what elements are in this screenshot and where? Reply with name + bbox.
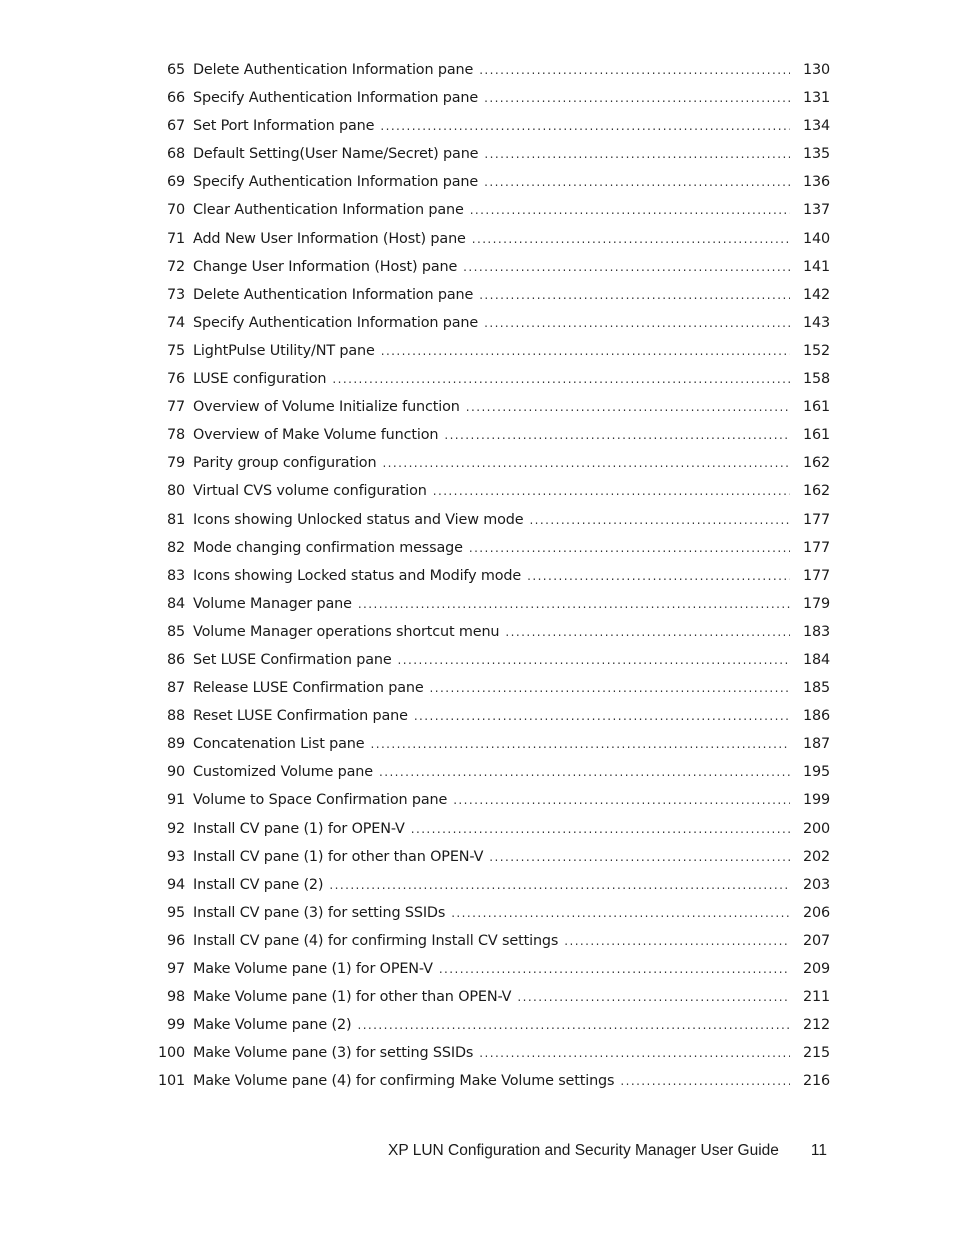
figure-number: 97	[166, 961, 185, 977]
page-number: 203	[802, 876, 830, 893]
page-number: 202	[802, 848, 830, 865]
figure-number: 96	[166, 932, 185, 949]
page-number: 215	[802, 1045, 830, 1062]
figure-number: 84	[166, 595, 185, 612]
page-number: 161	[802, 399, 830, 416]
toc-entry[interactable]	[150, 142, 830, 170]
figure-number: 89	[166, 736, 185, 753]
figure-title: Release LUSE Confirmation pane	[193, 680, 424, 697]
figure-title: Customized Volume pane	[193, 764, 373, 781]
dot-leader	[411, 817, 790, 841]
figure-title: Specify Authentication Information pane	[193, 174, 479, 191]
figure-title: Make Volume pane (4) for confirming Make Volume settings	[193, 1073, 615, 1090]
dot-leader	[479, 283, 790, 307]
figure-title: Concatenation List pane	[193, 736, 365, 753]
figure-number: 73	[166, 286, 185, 303]
figure-number: 86	[166, 651, 185, 668]
figure-title: Icons showing Unlocked status and View mode	[193, 511, 524, 528]
page-number: 161	[802, 427, 830, 444]
dot-leader	[470, 198, 790, 222]
toc-entry[interactable]	[150, 620, 830, 648]
page-number: 141	[802, 258, 830, 275]
toc-entry[interactable]	[150, 1013, 830, 1041]
figure-title: Mode changing confirmation message	[193, 539, 463, 556]
figure-title: Volume Manager pane	[193, 595, 352, 612]
figure-number: 93	[166, 848, 185, 865]
dot-leader	[451, 901, 790, 925]
figure-title: Specify Authentication Information pane	[193, 314, 479, 331]
toc-entry[interactable]	[150, 929, 830, 957]
toc-entry[interactable]	[150, 873, 830, 901]
figure-number: 99	[166, 1017, 185, 1034]
page-number: 199	[802, 792, 830, 809]
dot-leader	[472, 227, 790, 251]
dot-leader	[433, 479, 790, 503]
toc-entry[interactable]	[150, 58, 830, 86]
figure-title: Specify Authentication Information pane	[193, 90, 479, 107]
page-number: 186	[802, 708, 830, 725]
page-number: 142	[802, 286, 830, 303]
figure-number: 72	[166, 258, 185, 275]
figure-title: Make Volume pane (2)	[193, 1017, 352, 1034]
figure-number: 87	[166, 680, 185, 697]
dot-leader	[527, 564, 790, 588]
page-number: 143	[802, 314, 830, 331]
page-number: 131	[802, 90, 830, 107]
toc-entry[interactable]	[150, 114, 830, 142]
page-number: 134	[802, 118, 830, 135]
figure-number: 92	[166, 820, 185, 837]
dot-leader	[382, 451, 790, 475]
figure-list	[150, 58, 830, 1097]
page-number: 200	[802, 820, 830, 837]
dot-leader	[489, 845, 790, 869]
figure-title: Default Setting(User Name/Secret) pane	[193, 146, 479, 163]
toc-entry[interactable]	[150, 817, 830, 845]
toc-entry[interactable]	[150, 395, 830, 423]
figure-title: Install CV pane (1) for other than OPEN-V	[193, 848, 484, 865]
page-number: 212	[802, 1017, 830, 1034]
figure-number: 65	[166, 62, 185, 78]
page-number: 177	[802, 539, 830, 556]
figure-title: Icons showing Locked status and Modify mode	[193, 567, 522, 584]
figure-number: 85	[166, 623, 185, 640]
toc-entry[interactable]	[150, 957, 830, 985]
dot-leader	[484, 142, 790, 166]
figure-number: 101	[157, 1073, 185, 1090]
page-number: 209	[802, 961, 830, 977]
page-number: 179	[802, 595, 830, 612]
figure-number: 100	[157, 1045, 185, 1062]
toc-entry[interactable]	[150, 1069, 830, 1097]
toc-entry[interactable]	[150, 227, 830, 255]
page-number: 184	[802, 651, 830, 668]
toc-entry[interactable]	[150, 648, 830, 676]
figure-title: Make Volume pane (1) for OPEN-V	[193, 961, 433, 977]
page-number: 152	[802, 342, 830, 359]
dot-leader	[329, 873, 790, 897]
dot-leader	[466, 395, 790, 419]
figure-title: Add New User Information (Host) pane	[193, 230, 466, 247]
toc-entry[interactable]	[150, 311, 830, 339]
dot-leader	[444, 423, 790, 447]
dot-leader	[358, 592, 790, 616]
figure-number: 70	[166, 202, 185, 219]
dot-leader	[371, 732, 791, 756]
dot-leader	[479, 1041, 790, 1065]
page-number: 177	[802, 567, 830, 584]
figure-number: 82	[166, 539, 185, 556]
toc-entry[interactable]	[150, 901, 830, 929]
figure-title: Delete Authentication Information pane	[193, 286, 474, 303]
dot-leader	[469, 536, 790, 560]
toc-entry[interactable]	[150, 423, 830, 451]
toc-entry[interactable]	[150, 704, 830, 732]
figure-title: Make Volume pane (1) for other than OPEN-V	[193, 989, 512, 1006]
page-number: 158	[802, 371, 830, 388]
figure-title: Virtual CVS volume configuration	[193, 483, 427, 500]
figure-title: Reset LUSE Confirmation pane	[193, 708, 408, 725]
dot-leader	[380, 114, 790, 138]
page-number: 206	[802, 904, 830, 921]
dot-leader	[484, 170, 790, 194]
page-number: 211	[802, 989, 830, 1006]
dot-leader	[430, 676, 790, 700]
dot-leader	[332, 367, 790, 391]
figure-number: 66	[166, 90, 185, 107]
page-number: 135	[802, 146, 830, 163]
figure-number: 75	[166, 342, 185, 359]
toc-entry[interactable]	[150, 170, 830, 198]
figure-number: 98	[166, 989, 185, 1006]
page-number: 137	[802, 202, 830, 219]
figure-title: Set LUSE Confirmation pane	[193, 651, 392, 668]
page-number: 177	[802, 511, 830, 528]
toc-entry[interactable]	[150, 592, 830, 620]
page-number: 136	[802, 174, 830, 191]
dot-leader	[564, 929, 790, 953]
footer-document-title: XP LUN Configuration and Security Manager User Guide	[388, 1142, 779, 1159]
dot-leader	[517, 985, 790, 1009]
figure-title: LUSE configuration	[193, 371, 327, 388]
toc-entry[interactable]	[150, 86, 830, 114]
page-number: 195	[802, 764, 830, 781]
toc-entry[interactable]	[150, 985, 830, 1013]
page-number: 162	[802, 455, 830, 472]
toc-entry[interactable]	[150, 508, 830, 536]
toc-entry[interactable]	[150, 367, 830, 395]
figure-number: 69	[166, 174, 185, 191]
figure-title: Volume to Space Confirmation pane	[193, 792, 448, 809]
figure-number: 83	[166, 567, 185, 584]
toc-entry[interactable]	[150, 788, 830, 816]
figure-number: 67	[166, 118, 185, 135]
figure-title: Set Port Information pane	[193, 118, 375, 135]
toc-entry[interactable]	[150, 198, 830, 226]
dot-leader	[453, 788, 790, 812]
dot-leader	[439, 957, 790, 981]
figure-number: 80	[166, 483, 185, 500]
dot-leader	[414, 704, 790, 728]
figure-number: 94	[166, 876, 185, 893]
figure-title: Install CV pane (2)	[193, 876, 324, 893]
page-number: 162	[802, 483, 830, 500]
toc-entry[interactable]	[150, 479, 830, 507]
page-number: 185	[802, 680, 830, 697]
figure-title: Change User Information (Host) pane	[193, 258, 458, 275]
toc-entry[interactable]	[150, 760, 830, 788]
page-number: 187	[802, 736, 830, 753]
toc-entry[interactable]	[150, 1041, 830, 1069]
toc-entry[interactable]	[150, 845, 830, 873]
toc-entry[interactable]	[150, 255, 830, 283]
figure-number: 95	[166, 904, 185, 921]
figure-number: 78	[166, 427, 185, 444]
dot-leader	[529, 508, 790, 532]
figure-title: Overview of Volume Initialize function	[193, 399, 460, 416]
page-footer	[300, 1142, 827, 1160]
figure-title: Install CV pane (3) for setting SSIDs	[193, 904, 446, 921]
figure-title: Overview of Make Volume function	[193, 427, 439, 444]
dot-leader	[505, 620, 790, 644]
toc-entry[interactable]	[150, 283, 830, 311]
page-number: 216	[802, 1073, 830, 1090]
footer-page-number: 11	[810, 1142, 827, 1159]
figure-title: Volume Manager operations shortcut menu	[193, 623, 500, 640]
toc-entry[interactable]	[150, 732, 830, 760]
page-number: 140	[802, 230, 830, 247]
figure-number: 71	[166, 230, 185, 247]
toc-entry[interactable]	[150, 451, 830, 479]
figure-title: LightPulse Utility/NT pane	[193, 342, 375, 359]
toc-entry[interactable]	[150, 339, 830, 367]
figure-number: 91	[166, 792, 185, 809]
figure-number: 81	[166, 511, 185, 528]
figure-number: 74	[166, 314, 185, 331]
dot-leader	[398, 648, 790, 672]
figure-title: Parity group configuration	[193, 455, 377, 472]
figure-number: 68	[166, 146, 185, 163]
figure-title: Delete Authentication Information pane	[193, 62, 474, 78]
figure-number: 88	[166, 708, 185, 725]
toc-entry[interactable]	[150, 676, 830, 704]
dot-leader	[484, 311, 790, 335]
dot-leader	[484, 86, 790, 110]
dot-leader	[620, 1069, 790, 1093]
figure-number: 77	[166, 399, 185, 416]
toc-entry[interactable]	[150, 564, 830, 592]
figure-number: 79	[166, 455, 185, 472]
page-number: 130	[802, 62, 830, 78]
page-number: 207	[802, 932, 830, 949]
figure-title: Make Volume pane (3) for setting SSIDs	[193, 1045, 474, 1062]
dot-leader	[479, 58, 790, 82]
figure-number: 76	[166, 371, 185, 388]
toc-entry[interactable]	[150, 536, 830, 564]
page-number: 183	[802, 623, 830, 640]
dot-leader	[357, 1013, 790, 1037]
dot-leader	[381, 339, 790, 363]
figure-title: Install CV pane (4) for confirming Install CV settings	[193, 932, 559, 949]
figure-number: 90	[166, 764, 185, 781]
dot-leader	[463, 255, 790, 279]
figure-title: Install CV pane (1) for OPEN-V	[193, 820, 405, 837]
figure-title: Clear Authentication Information pane	[193, 202, 464, 219]
dot-leader	[379, 760, 790, 784]
